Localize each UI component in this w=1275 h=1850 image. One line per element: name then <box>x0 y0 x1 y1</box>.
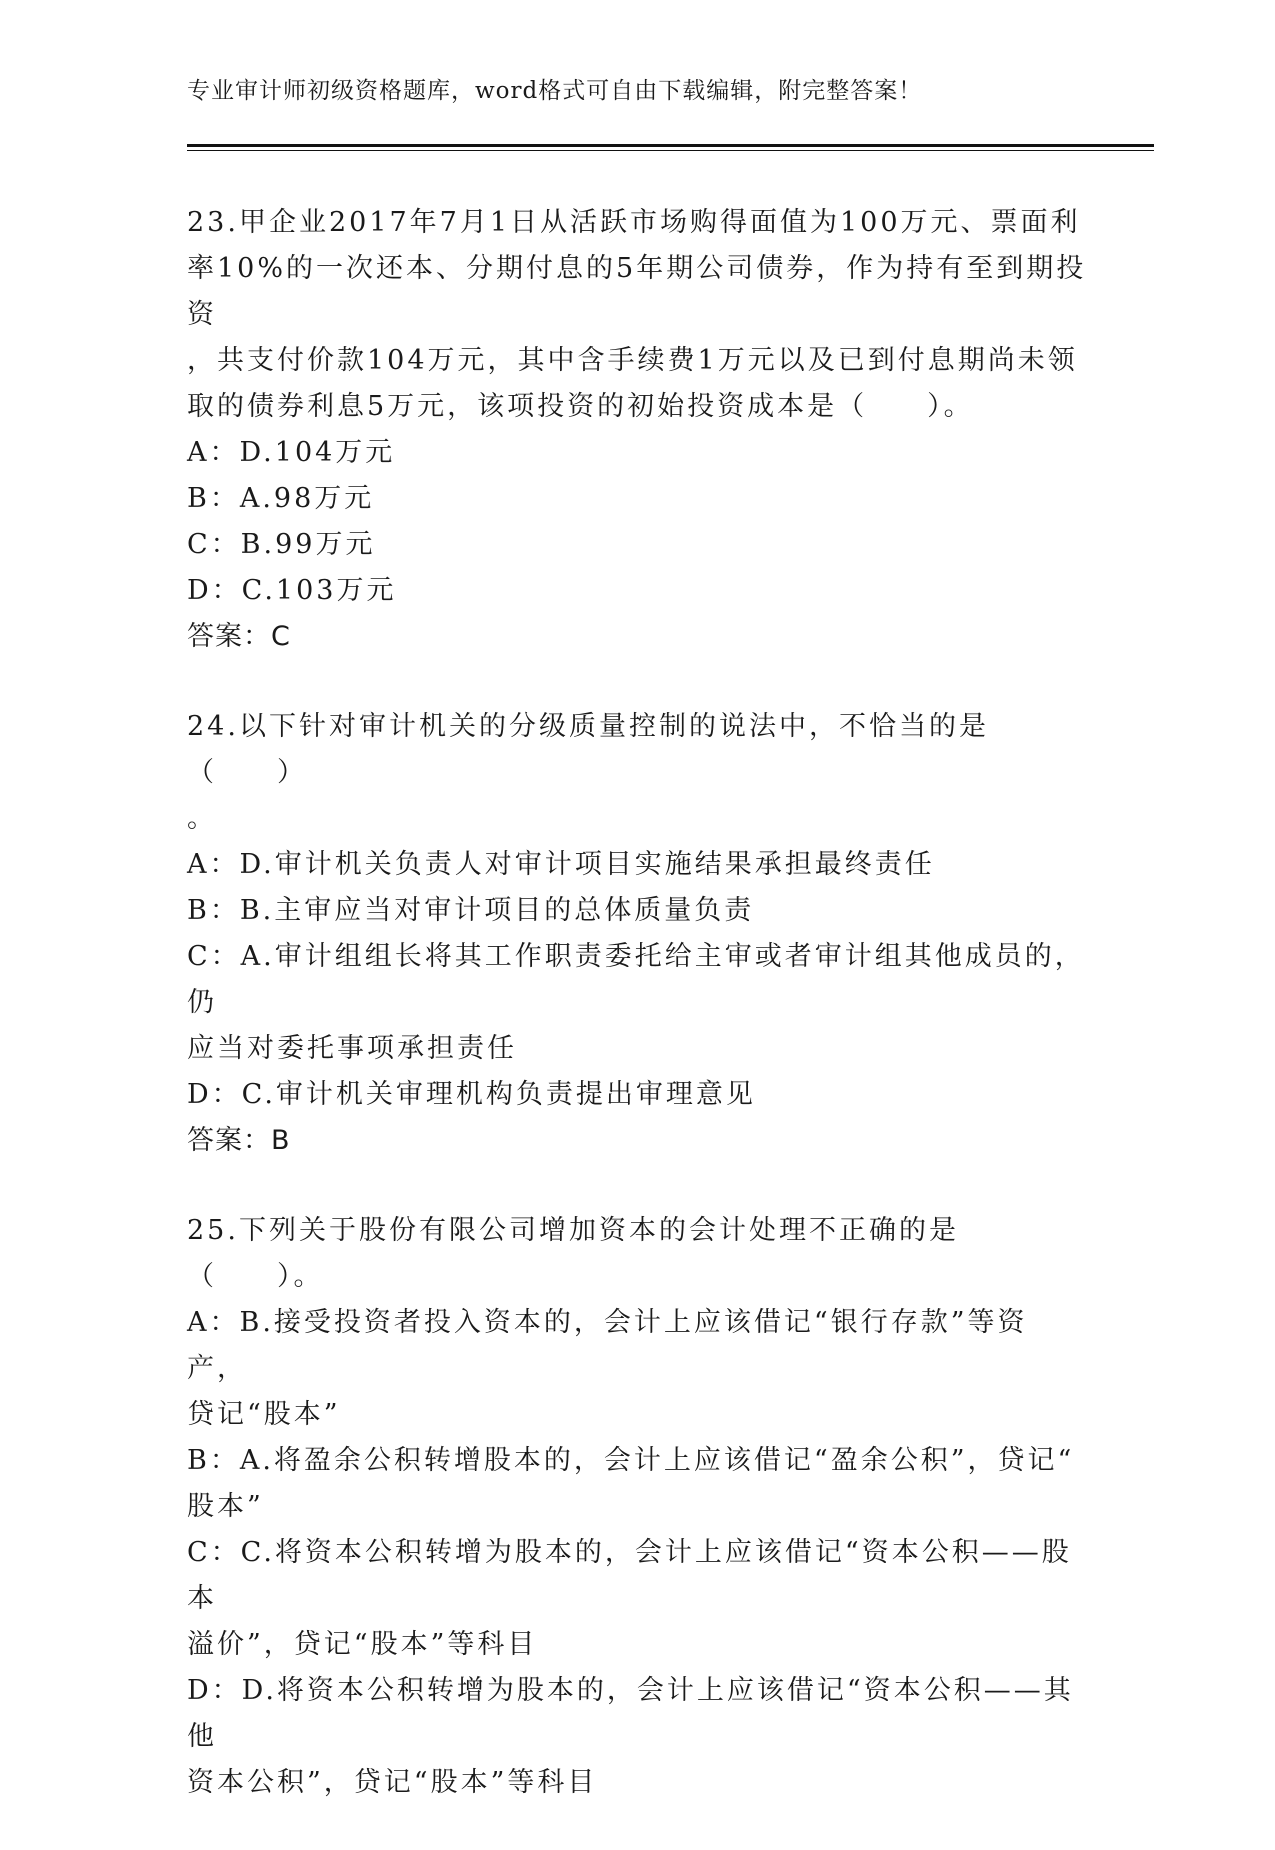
option-b-continued: 股本” <box>187 1491 264 1522</box>
option-a: A：B.接受投资者投入资本的，会计上应该借记“银行存款”等资产， <box>187 1307 1028 1384</box>
option-a: A：D.104万元 <box>187 437 396 468</box>
option-b: B：A.将盈余公积转增股本的，会计上应该借记“盈余公积”，贷记“ <box>187 1445 1075 1476</box>
option-c-continued: 应当对委托事项承担责任 <box>187 1033 517 1064</box>
question-text-line: 23.甲企业2017年7月1日从活跃市场购得面值为100万元、票面利 <box>187 207 1081 238</box>
option-c: C：A.审计组组长将其工作职责委托给主审或者审计组其他成员的，仍 <box>187 941 1085 1018</box>
question-list <box>187 200 1087 1850</box>
option-d: D：D.将资本公积转增为股本的，会计上应该借记“资本公积——其他 <box>187 1675 1074 1752</box>
question-25 <box>187 1208 1087 1806</box>
option-a-continued: 贷记“股本” <box>187 1399 341 1430</box>
option-a: A：D.审计机关负责人对审计项目实施结果承担最终责任 <box>187 849 935 880</box>
option-c: C：B.99万元 <box>187 529 376 560</box>
option-c-continued: 溢价”，贷记“股本”等科目 <box>187 1629 538 1660</box>
question-text-line: 。 <box>187 803 217 834</box>
question-text-line: 率10%的一次还本、分期付息的5年期公司债券，作为持有至到期投资 <box>187 253 1087 330</box>
option-d-continued: 资本公积”，贷记“股本”等科目 <box>187 1767 598 1798</box>
option-c: C：C.将资本公积转增为股本的，会计上应该借记“资本公积——股本 <box>187 1537 1072 1614</box>
answer: 答案：B <box>187 1125 291 1156</box>
option-b: B：A.98万元 <box>187 483 375 514</box>
header-rule-thin <box>187 150 1154 151</box>
page-header: 专业审计师初级资格题库，word格式可自由下载编辑，附完整答案！ <box>187 78 923 104</box>
question-text-line: 25.下列关于股份有限公司增加资本的会计处理不正确的是（ ）。 <box>187 1215 959 1292</box>
question-text-line: ，共支付价款104万元，其中含手续费1万元以及已到付息期尚未领 <box>187 345 1078 376</box>
header-rule-thick <box>187 144 1154 147</box>
option-d: D：C.审计机关审理机构负责提出审理意见 <box>187 1079 756 1110</box>
option-d: D：C.103万元 <box>187 575 397 606</box>
question-23 <box>187 200 1087 660</box>
question-text-line: 24.以下针对审计机关的分级质量控制的说法中，不恰当的是（ ） <box>187 711 989 788</box>
answer: 答案：C <box>187 621 291 652</box>
question-text-line: 取的债券利息5万元，该项投资的初始投资成本是（ ）。 <box>187 391 974 422</box>
question-24 <box>187 704 1087 1164</box>
option-b: B：B.主审应当对审计项目的总体质量负责 <box>187 895 755 926</box>
